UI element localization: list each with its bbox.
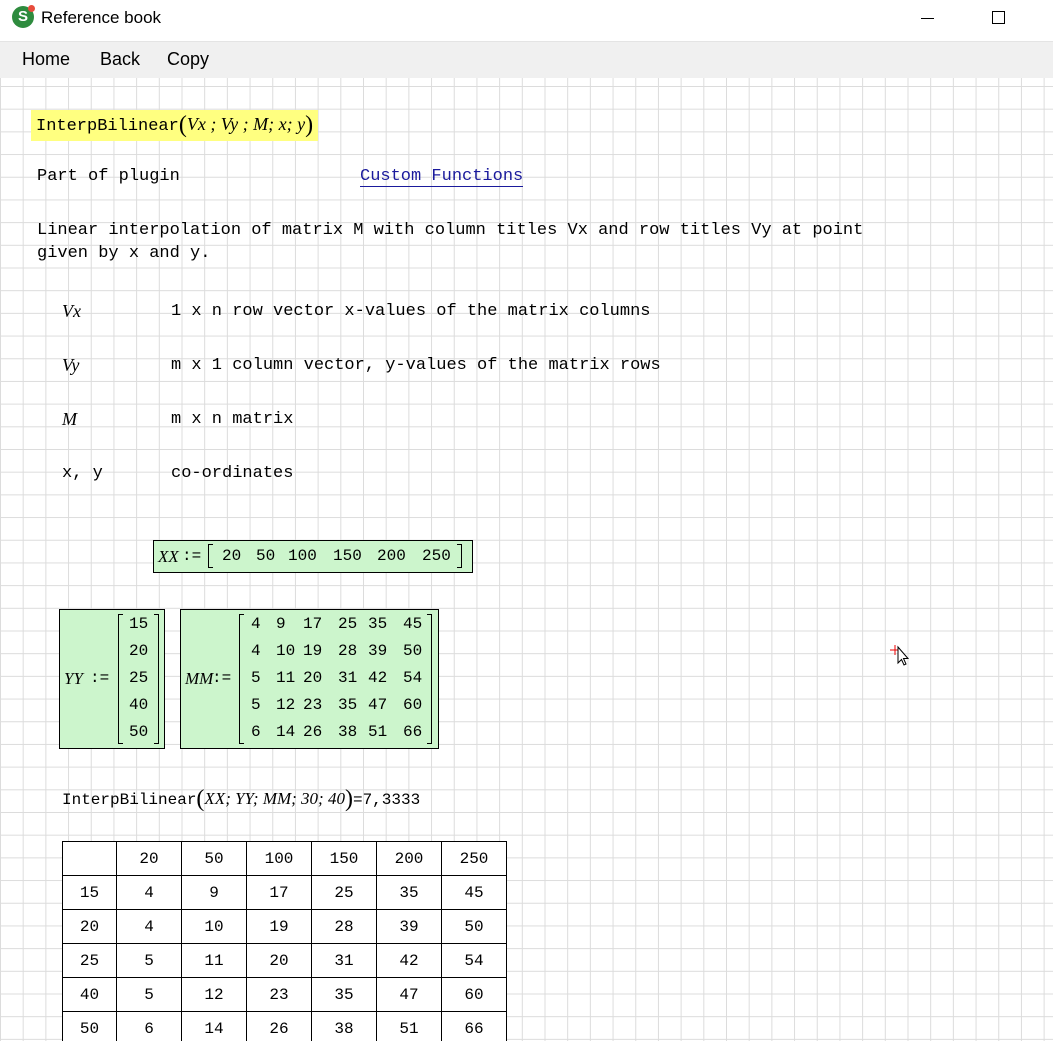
- table-cell: 50: [63, 1012, 117, 1041]
- table-header-cell: 50: [182, 842, 247, 876]
- table-cell: 51: [377, 1012, 442, 1041]
- description-line1: Linear interpolation of matrix M with column titles Vx and row titles Vy at point: [37, 221, 864, 240]
- yy-bracket-left: [118, 614, 123, 744]
- param-desc-m: m x n matrix: [171, 410, 294, 429]
- function-call-result[interactable]: InterpBilinear(XX; YY; MM; 30; 40)=7,3333: [62, 786, 421, 812]
- mm-cell: 66: [403, 723, 423, 741]
- table-header-cell: 100: [247, 842, 312, 876]
- xx-var: XX: [158, 547, 179, 566]
- mm-cell: 28: [338, 642, 358, 660]
- xx-val-0: 20: [222, 547, 242, 565]
- table-cell: 50: [442, 910, 507, 944]
- mm-cell: 47: [368, 696, 388, 714]
- table-cell: 17: [247, 876, 312, 910]
- table-cell: 35: [377, 876, 442, 910]
- table-header-cell: 250: [442, 842, 507, 876]
- table-cell: 15: [63, 876, 117, 910]
- yy-var: YY: [64, 669, 83, 688]
- worksheet[interactable]: [0, 78, 1053, 1041]
- table-row: [63, 910, 507, 944]
- table-cell: 9: [182, 876, 247, 910]
- table-cell: 5: [117, 944, 182, 978]
- table-cell: 47: [377, 978, 442, 1012]
- table-header-row: [63, 842, 507, 876]
- mm-cell: 39: [368, 642, 388, 660]
- function-signature: InterpBilinear(Vx ; Vy ; M; x; y): [31, 110, 318, 141]
- minimize-button[interactable]: [904, 0, 950, 38]
- table-cell: 19: [247, 910, 312, 944]
- table-cell: 20: [63, 910, 117, 944]
- mm-cell: 54: [403, 669, 423, 687]
- menu-home[interactable]: Home: [22, 49, 71, 69]
- xx-val-5: 250: [422, 547, 451, 565]
- mm-cell: 14: [276, 723, 296, 741]
- xx-bracket-left: [208, 544, 213, 568]
- table-row: [63, 876, 507, 910]
- mm-cell: 45: [403, 615, 423, 633]
- param-desc-vx: 1 x n row vector x-values of the matrix columns: [171, 302, 651, 321]
- xx-assign: :=: [182, 547, 202, 565]
- title-bar: [0, 0, 1053, 38]
- table-row: [63, 1012, 507, 1041]
- mm-cell: 50: [403, 642, 423, 660]
- table-header-cell: 200: [377, 842, 442, 876]
- param-name-xy: x, y: [62, 464, 103, 483]
- xx-val-3: 150: [333, 547, 362, 565]
- table-cell: 35: [312, 978, 377, 1012]
- table-row: [63, 978, 507, 1012]
- call-result: =7,3333: [352, 791, 421, 809]
- mm-cell: 20: [303, 669, 323, 687]
- app-logo-icon: S: [12, 6, 34, 28]
- mm-cell: 25: [338, 615, 358, 633]
- table-cell: 42: [377, 944, 442, 978]
- mm-cell: 60: [403, 696, 423, 714]
- yy-val-2: 25: [129, 669, 149, 687]
- mm-cell: 4: [251, 615, 261, 633]
- yy-definition[interactable]: [60, 610, 164, 748]
- call-name: InterpBilinear: [62, 791, 197, 809]
- xx-val-1: 50: [256, 547, 276, 565]
- table-cell: 66: [442, 1012, 507, 1041]
- menu-copy[interactable]: Copy: [167, 49, 210, 69]
- param-name-m: M: [62, 409, 77, 429]
- table-cell: 6: [117, 1012, 182, 1041]
- menu-back[interactable]: Back: [100, 49, 141, 69]
- mm-cell: 23: [303, 696, 323, 714]
- table-cell: 60: [442, 978, 507, 1012]
- mm-assign: :=: [212, 669, 232, 687]
- mm-cell: 17: [303, 615, 323, 633]
- table-cell: 4: [117, 876, 182, 910]
- mm-cell: 19: [303, 642, 323, 660]
- table-cell: 11: [182, 944, 247, 978]
- table-cell: 45: [442, 876, 507, 910]
- mm-var: MM: [185, 669, 214, 688]
- mm-cell: 11: [276, 669, 296, 687]
- table-header-cell: [63, 842, 117, 876]
- mm-cell: 12: [276, 696, 296, 714]
- table-row: [63, 944, 507, 978]
- xx-val-2: 100: [288, 547, 317, 565]
- mm-cell: 35: [338, 696, 358, 714]
- table-cell: 25: [63, 944, 117, 978]
- menu-bar: [0, 41, 1053, 79]
- window-title: Reference book: [41, 8, 162, 27]
- mm-cell: 6: [251, 723, 261, 741]
- yy-val-3: 40: [129, 696, 149, 714]
- table-cell: 28: [312, 910, 377, 944]
- xx-val-4: 200: [377, 547, 406, 565]
- mm-cell: 5: [251, 696, 261, 714]
- call-args: XX; YY; MM; 30; 40: [204, 789, 345, 808]
- mm-cell: 35: [368, 615, 388, 633]
- yy-val-4: 50: [129, 723, 149, 741]
- yy-val-0: 15: [129, 615, 149, 633]
- mm-cell: 51: [368, 723, 388, 741]
- mm-cell: 26: [303, 723, 323, 741]
- yy-bracket-right: [154, 614, 159, 744]
- param-name-vx: Vx: [62, 301, 81, 321]
- table-cell: 12: [182, 978, 247, 1012]
- data-table: [62, 841, 507, 1041]
- function-args: Vx ; Vy ; M; x; y: [186, 114, 306, 134]
- function-name: InterpBilinear: [36, 117, 179, 136]
- table-header-cell: 150: [312, 842, 377, 876]
- param-desc-vy: m x 1 column vector, y-values of the matrix rows: [171, 356, 661, 375]
- maximize-button[interactable]: [975, 0, 1021, 38]
- mouse-cursor-icon: [890, 643, 910, 669]
- minimize-icon: [921, 18, 934, 19]
- xx-bracket-right: [457, 544, 462, 568]
- table-cell: 14: [182, 1012, 247, 1041]
- param-desc-xy: co-ordinates: [171, 464, 294, 483]
- table-cell: 20: [247, 944, 312, 978]
- table-cell: 5: [117, 978, 182, 1012]
- mm-cell: 5: [251, 669, 261, 687]
- yy-assign: :=: [90, 669, 110, 687]
- table-cell: 10: [182, 910, 247, 944]
- mm-cell: 10: [276, 642, 296, 660]
- plugin-label: Part of plugin: [37, 167, 180, 186]
- mm-bracket-left: [239, 614, 244, 744]
- mm-cell: 9: [276, 615, 286, 633]
- table-cell: 39: [377, 910, 442, 944]
- table-cell: 40: [63, 978, 117, 1012]
- xx-definition[interactable]: [154, 541, 472, 572]
- mm-cell: 4: [251, 642, 261, 660]
- mm-bracket-right: [427, 614, 432, 744]
- description-line2: given by x and y.: [37, 244, 211, 263]
- table-cell: 31: [312, 944, 377, 978]
- table-cell: 38: [312, 1012, 377, 1041]
- param-name-vy: Vy: [62, 355, 80, 375]
- table-cell: 26: [247, 1012, 312, 1041]
- table-cell: 54: [442, 944, 507, 978]
- mm-cell: 38: [338, 723, 358, 741]
- mm-definition[interactable]: [181, 610, 438, 748]
- table-cell: 4: [117, 910, 182, 944]
- mm-cell: 31: [338, 669, 358, 687]
- maximize-icon: [992, 11, 1005, 24]
- table-cell: 23: [247, 978, 312, 1012]
- yy-val-1: 20: [129, 642, 149, 660]
- plugin-link[interactable]: Custom Functions: [360, 167, 524, 186]
- table-cell: 25: [312, 876, 377, 910]
- mm-cell: 42: [368, 669, 388, 687]
- table-header-cell: 20: [117, 842, 182, 876]
